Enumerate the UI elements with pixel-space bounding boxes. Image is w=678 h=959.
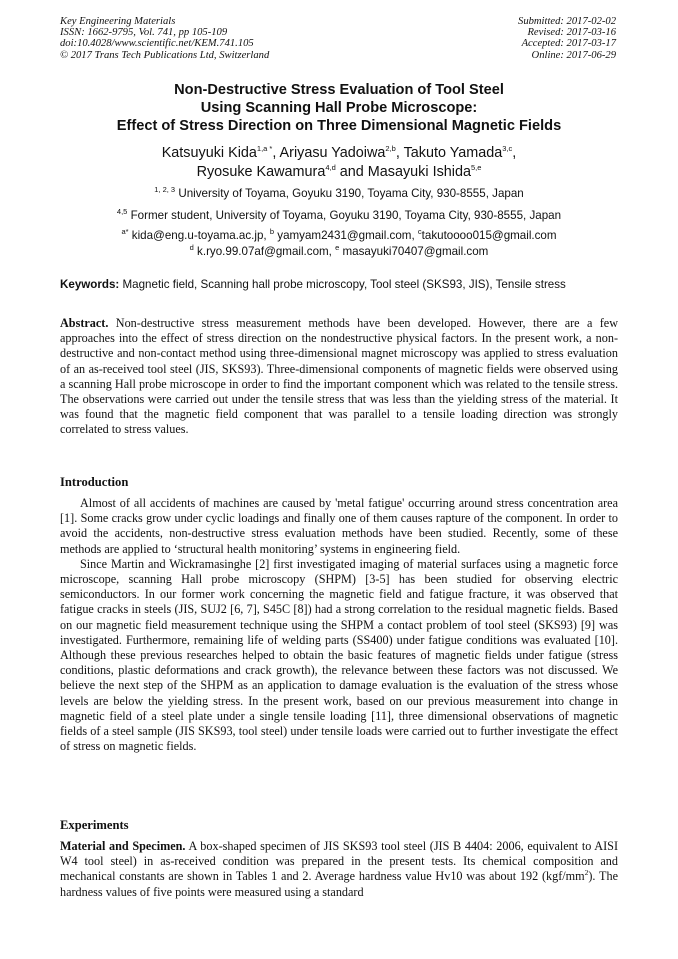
keywords-label: Keywords: — [60, 278, 120, 291]
journal-doi: doi:10.4028/www.scientific.net/KEM.741.105 — [60, 38, 254, 50]
submitted-date: Submitted: 2017-02-02 — [518, 16, 616, 27]
email-sup: a* — [121, 227, 129, 237]
author-sup: 4,d — [325, 163, 336, 173]
keywords — [60, 277, 620, 292]
introduction-heading: Introduction — [60, 475, 129, 489]
authors-line-2 — [60, 163, 618, 182]
email-link[interactable]: k.ryo.99.07af@gmail.com, — [193, 245, 336, 258]
authors-line-1 — [60, 144, 618, 163]
author-sup: 1,a * — [256, 144, 273, 154]
experiments-body — [60, 839, 618, 900]
journal-name: Key Engineering Materials — [60, 16, 176, 27]
email-link[interactable]: kida@eng.u-toyama.ac.jp, — [128, 229, 270, 242]
author-name: Masayuki Ishida — [367, 164, 471, 180]
author-emails — [60, 228, 618, 260]
introduction-paragraph-1: Almost of all accidents of machines are caused by 'metal fatigue' occurring around stress concentration area [1]. Some cracks grow under cyclic loadings and finally one of them causes rapture of the component. In order to avoid the accidents, non-destructive stress evaluation methods have been studied. Recently, some of these methods are applied to ‘structural health monitoring’ systems in engineering field. — [60, 496, 618, 556]
experiments-heading: Experiments — [60, 818, 129, 832]
abstract — [60, 316, 618, 438]
author-name: Katsuyuki Kida — [161, 145, 257, 161]
email-link[interactable]: takutoooo015@gmail.com — [421, 229, 557, 242]
author-sup: 5,e — [470, 163, 482, 173]
revised-date: Revised: 2017-03-16 — [527, 27, 616, 39]
author-separator: and — [335, 164, 368, 180]
email-sup: b — [269, 227, 275, 237]
introduction-paragraph-2: Since Martin and Wickramasinghe [2] first investigated imaging of material surfaces using a magnetic force microscope, scanning Hall probe microscopy (SHPM) [3-5] has been studied for observing electric semiconductors. In our former work concerning the magnetic field and fatigue fracture, it was observed that fatigue cracks in steels (JIS, SUJ2 [6, 7], S45C [8]) had a strong correlation to the residual magnetic fields. Based on our magnetic field measurement technique using the SHPM a contact problem of tool steel (SKS93) [9] was investigated. Furthermore, remaining life of welding parts (SS400) under fatigue conditions was evaluated [10]. Although these previous researches helped to obtain the basic features of magnetic fields under fatigue (stress conditions, plastic deformations and crack growth), the relevance between these factors was not discussed. We believe the next step of the SHPM as an application to damage evaluation is the evaluation of the stress whose levels are below the yielding stress. In the present work, based on our previous measurement into change in magnetic field of a steel plate under a single tensile loading [11], three dimensional observations of magnetic fields of a steel sample (JIS SKS93, tool steel) under tensile loads were carried out to further investigate the effect of stress on magnetic fields. — [60, 556, 618, 754]
emails-line-2 — [60, 244, 618, 260]
author-separator: , — [395, 145, 404, 161]
unit-sup: 2 — [584, 868, 589, 878]
author-name: Ryosuke Kawamura — [196, 164, 326, 180]
affiliation-1 — [60, 186, 618, 202]
subsection-label: Material and Specimen. — [60, 839, 186, 853]
author-sup: 3,c — [502, 144, 513, 154]
journal-header — [60, 16, 269, 61]
online-date: Online: 2017-06-29 — [531, 49, 616, 61]
author-name: Ariyasu Yadoiwa — [279, 145, 386, 161]
title-line-1: Non-Destructive Stress Evaluation of Tool Steel — [174, 82, 504, 98]
emails-line-1 — [60, 228, 618, 244]
author-separator: , — [272, 145, 280, 161]
introduction-body — [60, 496, 618, 754]
author-name: Takuto Yamada — [403, 145, 503, 161]
paper-title — [60, 81, 618, 135]
affiliation-sup: 1, 2, 3 — [154, 185, 176, 195]
email-link[interactable]: yamyam2431@gmail.com, — [274, 229, 418, 242]
experiments-text-a: A box-shaped specimen of JIS SKS93 tool steel (JIS B 4404: 2006, equivalent to AISI W4 tool steel) in as-received condition was prepared in the present tests. Its chemical composition and mechanical constants are shown in Tables 1 and 2. Average hardness value Hv10 was about 192 (kgf/mm — [60, 839, 618, 884]
email-sup: e — [335, 243, 340, 253]
experiments-text-b: ). The hardness values of five points were measured using a standard — [60, 869, 618, 899]
title-line-2: Using Scanning Hall Probe Microscope: — [200, 100, 478, 116]
dates-header — [518, 16, 616, 61]
journal-issn: ISSN: 1662-9795, Vol. 741, pp 105-109 — [60, 27, 228, 39]
abstract-label: Abstract. — [60, 316, 109, 330]
author-separator: , — [512, 145, 517, 161]
author-list — [60, 144, 618, 182]
title-line-3: Effect of Stress Direction on Three Dimensional Magnetic Fields — [116, 118, 562, 134]
affiliation-sup: 4,5 — [116, 207, 128, 217]
affiliation-text: University of Toyama, Goyuku 3190, Toyama City, 930-8555, Japan — [175, 187, 524, 200]
journal-copyright: © 2017 Trans Tech Publications Ltd, Switzerland — [60, 49, 270, 61]
accepted-date: Accepted: 2017-03-17 — [521, 38, 616, 50]
affiliation-2 — [60, 208, 618, 224]
affiliation-text: Former student, University of Toyama, Goyuku 3190, Toyama City, 930-8555, Japan — [127, 209, 562, 222]
author-sup: 2,b — [385, 144, 396, 154]
keywords-text: Magnetic field, Scanning hall probe microscopy, Tool steel (SKS93, JIS), Tensile stress — [119, 278, 566, 291]
email-link[interactable]: masayuki70407@gmail.com — [339, 245, 489, 258]
abstract-text: Non-destructive stress measurement methods have been developed. However, there are a few approaches into the effect of stress direction on the nondestructive physical factors. In the present work, a non-destructive and non-contact method using three-dimensional magnet microscopy was applied to stress evaluation of an as-received tool steel (JIS, SKS93). Three-dimensional components of magnetic fields were observed using a scanning Hall probe microscope in order to find the important component which was related to the tensile stress. The observations were carried out under the tensile stress that was less than the yielding stress of the material. It was found that the magnetic field component that was parallel to a tensile loading direction was strongly correlated to stress values. — [60, 316, 618, 437]
email-sup: c — [417, 227, 422, 237]
email-sup: d — [189, 243, 194, 253]
